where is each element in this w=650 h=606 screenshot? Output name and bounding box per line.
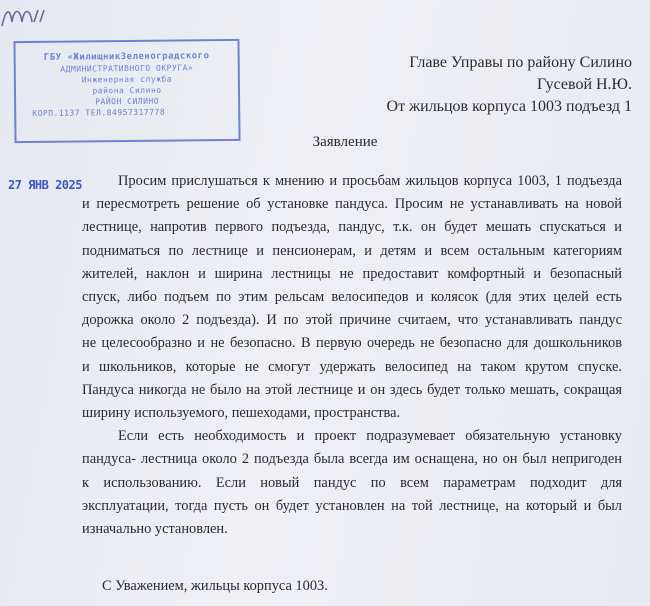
body-line: и пересмотреть решение об установке пандуса. Просим не устанавливать на новой [82,196,622,213]
stamp-line: АДМИНИСТРАТИВНОГО ОКРУГА» [60,63,194,74]
signature-line: С Уважением, жильцы корпуса 1003. [102,578,328,594]
addressee-name: Гусевой Н.Ю. [536,76,632,93]
stamp-line: ГБУ «ЖилищникЗеленоградского [43,51,210,63]
body-line: Просим прислушаться к мнению и просьбам жильцов корпуса 1003, 1 подъезда [118,173,622,189]
stamp-line: КОРП.1137 ТЕЛ.84957317778 [32,107,166,118]
body-line: спуск, либо подъем по этим рельсам велосипедов и колясок (для этих целей есть [82,289,622,306]
addressee-line: Главе Управы по району Силино [409,54,632,71]
body-line: не целесообразно и не безопасно. В первую очередь не безопасно для дошкольников [82,335,622,352]
stamp-line: РАЙОН СИЛИНО [95,96,160,107]
handwritten-scribble [0,0,60,30]
paragraph-1 [82,170,622,425]
body-line: подниматься по лестнице и пенсионерам, и детям и всем остальным категориям [82,242,622,259]
sender-line: От жильцов корпуса 1003 подъезд 1 [386,98,632,115]
body-line: к использованию. Если новый пандус по всем параметрам подходит для [82,474,622,491]
stamp-line: Инженерная служба [81,74,173,85]
paragraph-2 [82,425,622,541]
body-line: Пандуса никогда не было на этой лестнице и он здесь будет только мешать, сокращая [82,381,622,398]
body-line: дорожка около 2 подъезда). И по этой причине считаем, что устанавливать пандус [82,312,622,329]
body-line: пандуса- лестница около 2 подъезда была всегда им оснащена, но он был непригоден [82,451,622,468]
body-line: Если есть необходимость и проект подразумевает обязательную установку [118,428,622,445]
stamp-line: района Силино [92,85,162,96]
body-line: изначально установлен. [82,521,228,538]
body-line: жителей, наклон и ширина лестницы не предоставит комфортный и безопасный [82,265,622,282]
document-title: Заявление [312,134,378,150]
date-stamp: 27 ЯНВ 2025 [8,178,82,192]
document-body [82,170,622,541]
body-line: эксплуатации, тогда пусть он будет установлен на той лестнице, на который и был [82,497,622,514]
organization-stamp [13,39,240,143]
body-line: и школьников, которые не смогут удержать велосипед на таком крутом спуске. [82,358,622,375]
addressee-block [387,52,632,118]
body-line: лестнице, напротив первого подъезда, пандус, т.к. он будет мешать спускаться и [82,219,622,236]
body-line: ширину используемого, пешеходами, пространства. [82,405,401,422]
